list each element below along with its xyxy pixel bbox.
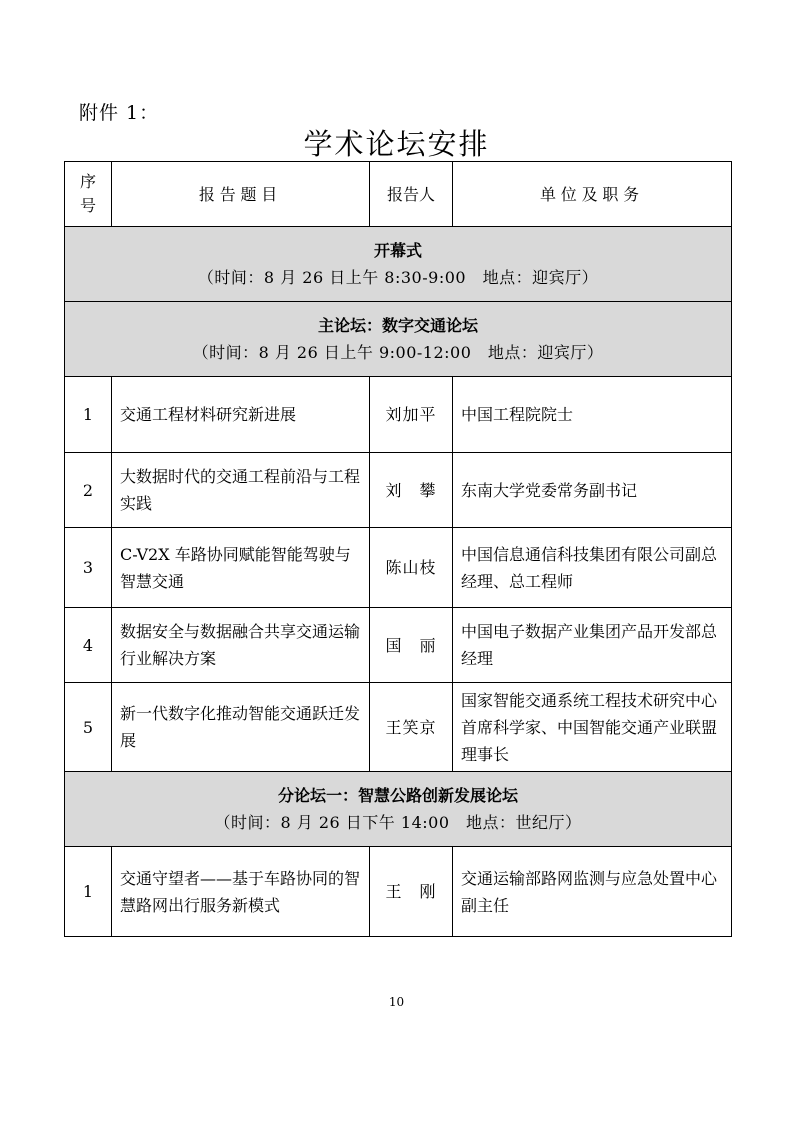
row-topic: 数据安全与数据融合共享交通运输行业解决方案 — [112, 608, 370, 683]
row-no: 1 — [65, 847, 112, 937]
schedule-table — [64, 161, 732, 937]
row-affiliation: 中国工程院院士 — [453, 377, 732, 453]
section-info: （时间：8 月 26 日上午 8:30-9:00 地点：迎宾厅） — [197, 268, 599, 287]
row-affiliation: 中国电子数据产业集团产品开发部总经理 — [453, 608, 732, 683]
section-info: （时间：8 月 26 日上午 9:00-12:00 地点：迎宾厅） — [192, 343, 604, 362]
header-speaker: 报告人 — [370, 162, 453, 227]
row-affiliation: 中国信息通信科技集团有限公司副总经理、总工程师 — [453, 528, 732, 608]
row-speaker: 陈山枝 — [370, 528, 453, 608]
header-affiliation: 单位及职务 — [453, 162, 732, 227]
row-speaker: 刘 攀 — [370, 453, 453, 528]
section-main-forum — [65, 302, 732, 377]
section-opening — [65, 227, 732, 302]
row-topic: 交通工程材料研究新进展 — [112, 377, 370, 453]
row-topic: 新一代数字化推动智能交通跃迁发展 — [112, 683, 370, 772]
row-speaker: 王笑京 — [370, 683, 453, 772]
header-topic: 报告题目 — [112, 162, 370, 227]
row-speaker: 国 丽 — [370, 608, 453, 683]
page-title: 学术论坛安排 — [303, 127, 490, 161]
table-row — [65, 377, 732, 453]
row-affiliation: 东南大学党委常务副书记 — [453, 453, 732, 528]
row-no: 1 — [65, 377, 112, 453]
attachment-label: 附件 1： — [79, 102, 160, 124]
row-topic: 交通守望者——基于车路协同的智慧路网出行服务新模式 — [112, 847, 370, 937]
table-row — [65, 453, 732, 528]
section-title: 主论坛：数字交通论坛 — [317, 316, 478, 335]
row-no: 2 — [65, 453, 112, 528]
table-row — [65, 847, 732, 937]
section-sub-forum-1 — [65, 772, 732, 847]
row-topic: C-V2X 车路协同赋能智能驾驶与智慧交通 — [112, 528, 370, 608]
page-number: 10 — [388, 995, 405, 1009]
table-row — [65, 608, 732, 683]
section-info: （时间：8 月 26 日下午 14:00 地点：世纪厅） — [214, 813, 582, 832]
table-row — [65, 683, 732, 772]
row-no: 4 — [65, 608, 112, 683]
row-affiliation: 国家智能交通系统工程技术研究中心首席科学家、中国智能交通产业联盟理事长 — [453, 683, 732, 772]
row-speaker: 王 刚 — [370, 847, 453, 937]
table-row — [65, 528, 732, 608]
header-no: 序号 — [65, 162, 112, 227]
row-topic: 大数据时代的交通工程前沿与工程实践 — [112, 453, 370, 528]
row-speaker: 刘加平 — [370, 377, 453, 453]
table-header-row — [65, 162, 732, 227]
section-title: 开幕式 — [373, 241, 422, 260]
row-no: 3 — [65, 528, 112, 608]
row-no: 5 — [65, 683, 112, 772]
section-title: 分论坛一：智慧公路创新发展论坛 — [277, 786, 518, 805]
row-affiliation: 交通运输部路网监测与应急处置中心副主任 — [453, 847, 732, 937]
